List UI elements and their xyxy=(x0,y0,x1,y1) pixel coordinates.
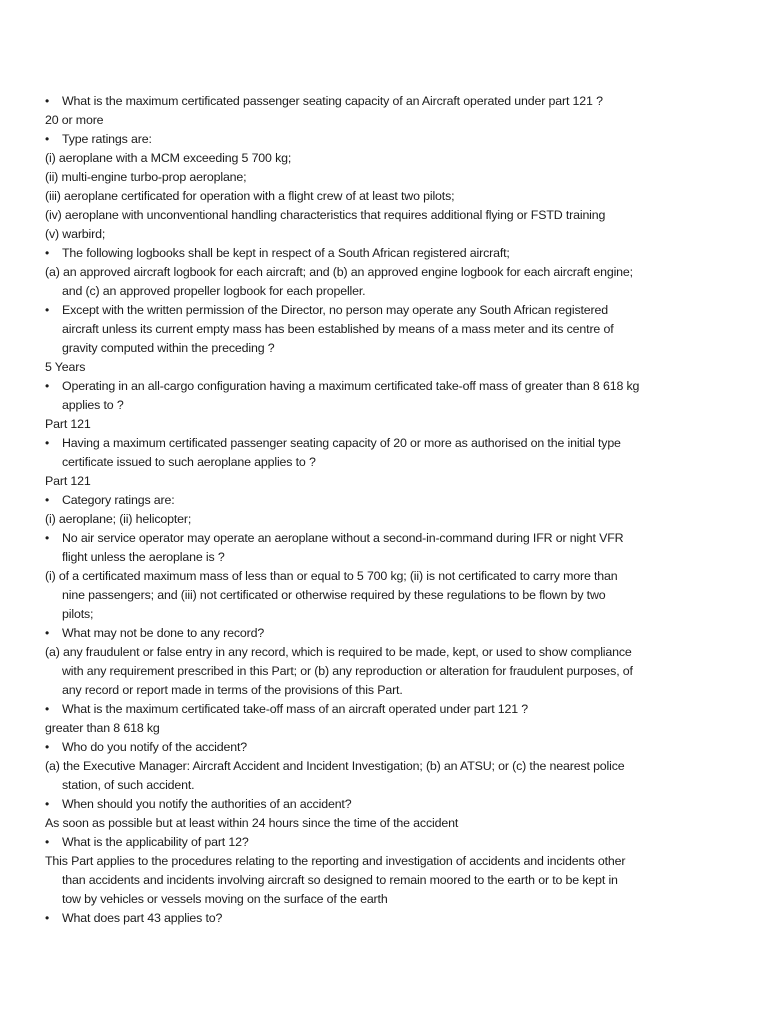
question-line xyxy=(45,491,745,510)
line-text: and (c) an approved propeller logbook for each propeller. xyxy=(62,284,366,298)
answer-line xyxy=(45,225,745,244)
bullet-icon: • xyxy=(45,436,50,450)
question-line xyxy=(45,92,745,111)
line-text: (a) any fraudulent or false entry in any record, which is required to be made, kept, or used to show compliance xyxy=(45,645,632,659)
line-text: What is the maximum certificated take-off mass of an aircraft operated under part 121 ? xyxy=(62,702,529,716)
bullet-icon: • xyxy=(45,379,50,393)
line-text: than accidents and incidents involving aircraft so designed to remain moored to the earth or to be kept in xyxy=(62,873,618,887)
line-text: (i) of a certificated maximum mass of less than or equal to 5 700 kg; (ii) is not certificated to carry more than xyxy=(45,569,618,583)
line-text: tow by vehicles or vessels moving on the surface of the earth xyxy=(62,892,388,906)
answer-line xyxy=(45,852,745,871)
line-text: (a) an approved aircraft logbook for each aircraft; and (b) an approved engine logbook for each aircraft engine; xyxy=(45,265,633,279)
line-text: aircraft unless its current empty mass has been established by means of a mass meter and its centre of xyxy=(62,322,614,336)
line-text: (i) aeroplane with a MCM exceeding 5 700 kg; xyxy=(45,151,292,165)
line-text: gravity computed within the preceding ? xyxy=(62,341,275,355)
line-text: Having a maximum certificated passenger seating capacity of 20 or more as authorised on the initial type xyxy=(62,436,621,450)
line-text: greater than 8 618 kg xyxy=(45,721,160,735)
bullet-icon: • xyxy=(45,740,50,754)
line-text: nine passengers; and (iii) not certificated or otherwise required by these regulations to be flown by two xyxy=(62,588,606,602)
line-text: (v) warbird; xyxy=(45,227,106,241)
question-line xyxy=(45,833,745,852)
line-text: 5 Years xyxy=(45,360,86,374)
continuation-line xyxy=(45,548,745,567)
bullet-icon: • xyxy=(45,797,50,811)
line-text: The following logbooks shall be kept in respect of a South African registered aircraft; xyxy=(62,246,510,260)
line-text: No air service operator may operate an aeroplane without a second-in-command during IFR or night VFR xyxy=(62,531,624,545)
bullet-icon: • xyxy=(45,835,50,849)
line-text: (ii) multi-engine turbo-prop aeroplane; xyxy=(45,170,247,184)
answer-line xyxy=(45,358,745,377)
bullet-icon: • xyxy=(45,531,50,545)
bullet-icon: • xyxy=(45,911,50,925)
answer-line xyxy=(45,719,745,738)
answer-line xyxy=(45,757,745,776)
question-line xyxy=(45,244,745,263)
question-line xyxy=(45,700,745,719)
line-text: What is the maximum certificated passenger seating capacity of an Aircraft operated under part 121 ? xyxy=(62,94,603,108)
line-text: pilots; xyxy=(62,607,94,621)
question-line xyxy=(45,130,745,149)
line-text: (iv) aeroplane with unconventional handling characteristics that requires additional flying or FSTD training xyxy=(45,208,606,222)
line-text: Operating in an all-cargo configuration having a maximum certificated take-off mass of greater than 8 618 kg xyxy=(62,379,640,393)
continuation-line xyxy=(45,320,745,339)
continuation-line xyxy=(45,339,745,358)
question-line xyxy=(45,434,745,453)
bullet-icon: • xyxy=(45,94,50,108)
line-text: What may not be done to any record? xyxy=(62,626,265,640)
answer-line xyxy=(45,643,745,662)
line-text: When should you notify the authorities of an accident? xyxy=(62,797,352,811)
continuation-line xyxy=(45,605,745,624)
answer-line xyxy=(45,472,745,491)
line-text: Category ratings are: xyxy=(62,493,175,507)
continuation-line xyxy=(45,890,745,909)
bullet-icon: • xyxy=(45,702,50,716)
answer-line xyxy=(45,206,745,225)
bullet-icon: • xyxy=(45,303,50,317)
continuation-line xyxy=(45,282,745,301)
answer-line xyxy=(45,187,745,206)
question-line xyxy=(45,301,745,320)
answer-line xyxy=(45,510,745,529)
answer-line xyxy=(45,111,745,130)
line-text: (a) the Executive Manager: Aircraft Accident and Incident Investigation; (b) an ATSU; or (c) the nearest police xyxy=(45,759,625,773)
line-text: Type ratings are: xyxy=(62,132,152,146)
answer-line xyxy=(45,168,745,187)
continuation-line xyxy=(45,396,745,415)
answer-line xyxy=(45,263,745,282)
line-text: with any requirement prescribed in this Part; or (b) any reproduction or alteration for fraudulent purposes, of xyxy=(62,664,633,678)
answer-line xyxy=(45,567,745,586)
line-text: any record or report made in terms of the provisions of this Part. xyxy=(62,683,403,697)
line-text: Who do you notify of the accident? xyxy=(62,740,248,754)
line-text: This Part applies to the procedures relating to the reporting and investigation of accidents and incidents other xyxy=(45,854,626,868)
answer-line xyxy=(45,415,745,434)
question-line xyxy=(45,377,745,396)
question-line xyxy=(45,909,745,928)
answer-line xyxy=(45,814,745,833)
line-text: Part 121 xyxy=(45,474,91,488)
line-text: station, of such accident. xyxy=(62,778,195,792)
bullet-icon: • xyxy=(45,493,50,507)
document-body xyxy=(45,92,745,928)
continuation-line xyxy=(45,871,745,890)
answer-line xyxy=(45,149,745,168)
line-text: What does part 43 applies to? xyxy=(62,911,223,925)
line-text: (i) aeroplane; (ii) helicopter; xyxy=(45,512,192,526)
question-line xyxy=(45,624,745,643)
line-text: What is the applicability of part 12? xyxy=(62,835,249,849)
line-text: applies to ? xyxy=(62,398,124,412)
bullet-icon: • xyxy=(45,626,50,640)
continuation-line xyxy=(45,776,745,795)
line-text: Part 121 xyxy=(45,417,91,431)
continuation-line xyxy=(45,681,745,700)
line-text: As soon as possible but at least within 24 hours since the time of the accident xyxy=(45,816,459,830)
continuation-line xyxy=(45,586,745,605)
question-line xyxy=(45,795,745,814)
question-line xyxy=(45,529,745,548)
bullet-icon: • xyxy=(45,246,50,260)
bullet-icon: • xyxy=(45,132,50,146)
continuation-line xyxy=(45,453,745,472)
line-text: 20 or more xyxy=(45,113,104,127)
question-line xyxy=(45,738,745,757)
line-text: certificate issued to such aeroplane applies to ? xyxy=(62,455,316,469)
line-text: Except with the written permission of the Director, no person may operate any South African registered xyxy=(62,303,609,317)
line-text: flight unless the aeroplane is ? xyxy=(62,550,225,564)
line-text: (iii) aeroplane certificated for operation with a flight crew of at least two pilots; xyxy=(45,189,455,203)
continuation-line xyxy=(45,662,745,681)
